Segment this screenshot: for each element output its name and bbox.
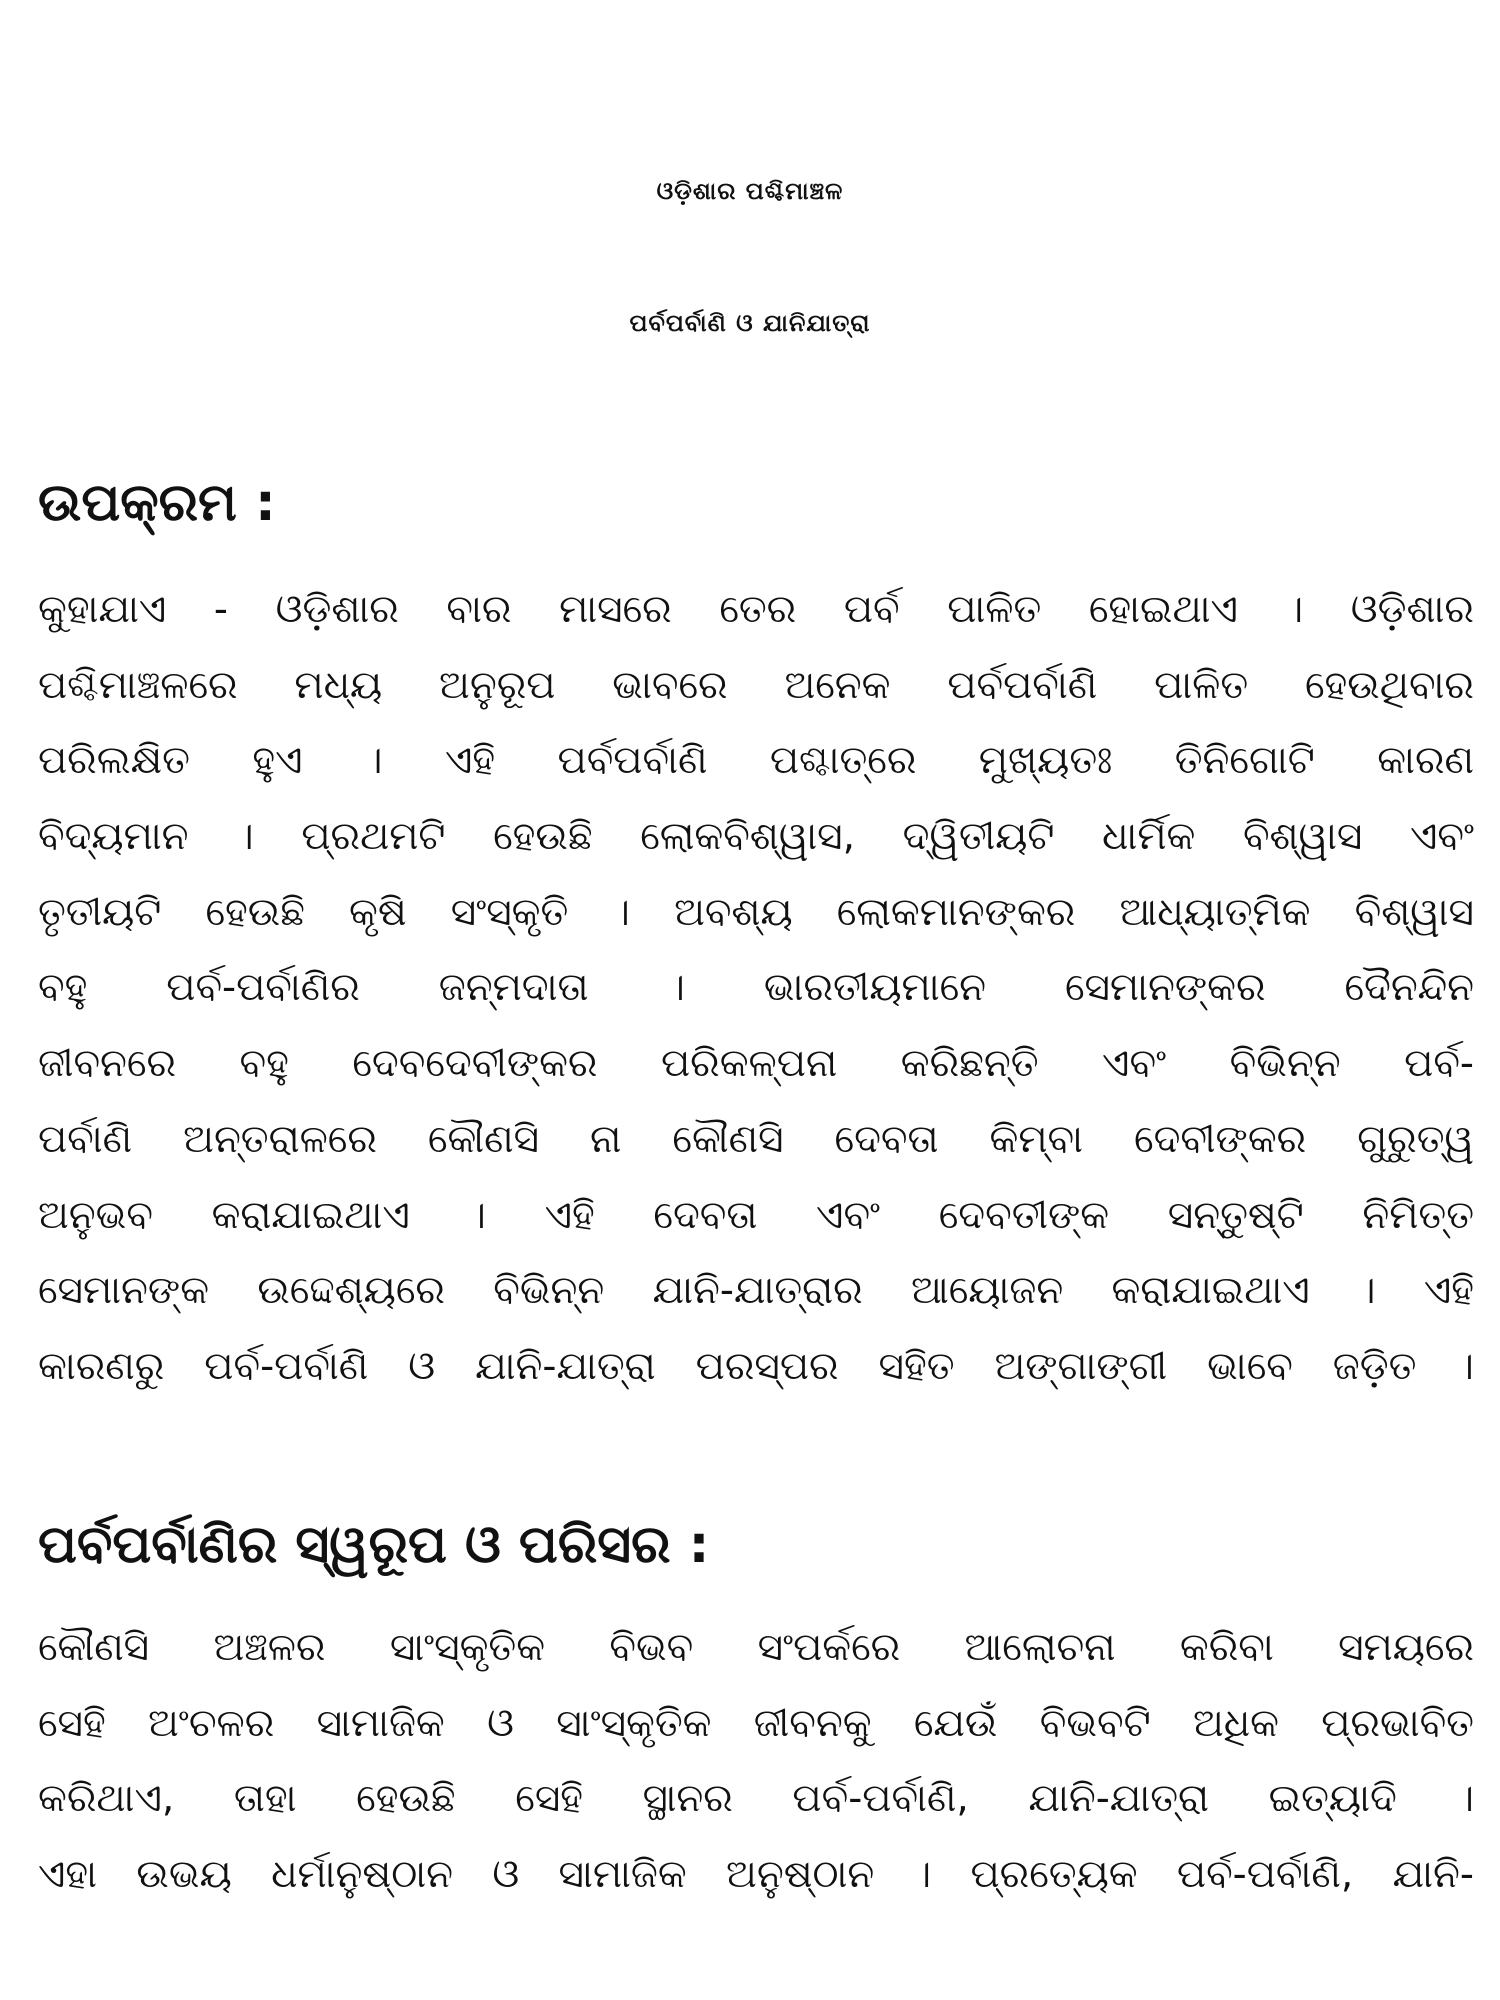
- paragraph-line: କୌଣସି ଅଞ୍ଚଳର ସାଂସ୍କୃତିକ ବିଭବ ସଂପର୍କରେ ଆଲୋଚନା କରିବା ସମୟରେ: [38, 1625, 1474, 1670]
- paragraph-line: କୁହାଯାଏ - ଓଡ଼ିଶାର ବାର ମାସରେ ତେର ପର୍ବ ପାଳିତ ହୋଇଥାଏ । ଓଡ଼ିଶାର: [38, 587, 1474, 632]
- paragraph-line: ବିଦ୍ୟମାନ । ପ୍ରଥମଟି ହେଉଛି ଲୋକବିଶ୍ୱାସ, ଦ୍ୱିତୀୟଟି ଧାର୍ମିକ ବିଶ୍ୱାସ ଏବଂ: [38, 814, 1474, 860]
- section-heading-introduction: ଉପକ୍ରମ :: [38, 473, 276, 533]
- paragraph-line: ବହୁ ପର୍ବ-ପର୍ବାଣିର ଜନ୍ମଦାତା । ଭାରତୀୟମାନେ ସେମାନଙ୍କର ଦୈନନ୍ଦିନ: [38, 965, 1474, 1011]
- paragraph-line: ତୃତୀୟଟି ହେଉଛି କୃଷି ସଂସ୍କୃତି । ଅବଶ୍ୟ ଲୋକମାନଙ୍କର ଆଧ୍ୟାତ୍ମିକ ବିଶ୍ୱାସ: [38, 889, 1474, 935]
- paragraph-line: କରିଥାଏ, ତାହା ହେଉଛି ସେହି ସ୍ଥାନର ପର୍ବ-ପର୍ବାଣି, ଯାନି-ଯାତ୍ରା ଇତ୍ୟାଦି ।: [38, 1776, 1474, 1822]
- paragraph-line: ପରିଲକ୍ଷିତ ହୁଏ । ଏହି ପର୍ବପର୍ବାଣି ପଶ୍ଚାତ୍‌ରେ ମୁଖ୍ୟତଃ ତିନିଗୋଟି କାରଣ: [38, 738, 1474, 784]
- paragraph-line: ଏହା ଉଭୟ ଧର୍ମାନୁଷ୍ଠାନ ଓ ସାମାଜିକ ଅନୁଷ୍ଠାନ । ପ୍ରତ୍ୟେକ ପର୍ବ-ପର୍ବାଣି, ଯାନି-: [38, 1852, 1474, 1898]
- paragraph-line: କାରଣରୁ ପର୍ବ-ପର୍ବାଣି ଓ ଯାନି-ଯାତ୍ରା ପରସ୍ପର ସହିତ ଅଙ୍ଗାଙ୍ଗୀ ଭାବେ ଜଡ଼ିତ ।: [38, 1343, 1474, 1389]
- page-title: [0, 125, 1500, 389]
- paragraph-line: ପର୍ବାଣି ଅନ୍ତରାଳରେ କୌଣସି ନା କୌଣସି ଦେବତା କିମ୍ବା ଦେବୀଙ୍କର ଗୁରୁତ୍ୱ: [38, 1116, 1474, 1162]
- paragraph-line: ପଶ୍ଚିମାଞ୍ଚଳରେ ମଧ୍ୟ ଅନୁରୂପ ଭାବରେ ଅନେକ ପର୍ବପର୍ବାଣି ପାଳିତ ହେଉଥିବାର: [38, 662, 1474, 708]
- paragraph-introduction: [38, 572, 1474, 1405]
- title-line-2: ପର୍ବପର୍ବାଣି ଓ ଯାନିଯାତ୍ରା: [629, 309, 871, 337]
- title-line-1: ଓଡ଼ିଶାର ପଶ୍ଚିମାଞ୍ଚଳ: [656, 177, 844, 205]
- paragraph-line: ଅନୁଭବ କରାଯାଇଥାଏ । ଏହି ଦେବତା ଏବଂ ଦେବତୀଙ୍କ ସନ୍ତୁଷ୍ଟି ନିମିତ୍ତ: [38, 1192, 1474, 1238]
- section-heading-nature-and-scope: ପର୍ବପର୍ବାଣିର ସ୍ୱରୂପ ଓ ପରିସର :: [38, 1515, 710, 1575]
- paragraph-line: ଜୀବନରେ ବହୁ ଦେବଦେବୀଙ୍କର ପରିକଳ୍ପନା କରିଛନ୍ତି ଏବଂ ବିଭିନ୍ନ ପର୍ବ-: [38, 1041, 1474, 1087]
- paragraph-line: ସେହି ଅଂଚଳର ସାମାଜିକ ଓ ସାଂସ୍କୃତିକ ଜୀବନକୁ ଯେଉଁ ବିଭବଟି ଅଧିକ ପ୍ରଭାବିତ: [38, 1700, 1474, 1746]
- paragraph-nature-and-scope: [38, 1610, 1474, 1913]
- paragraph-line: ସେମାନଙ୍କ ଉଦ୍ଦେଶ୍ୟରେ ବିଭିନ୍ନ ଯାନି-ଯାତ୍ରାର ଆୟୋଜନ କରାଯାଇଥାଏ । ଏହି: [38, 1268, 1474, 1314]
